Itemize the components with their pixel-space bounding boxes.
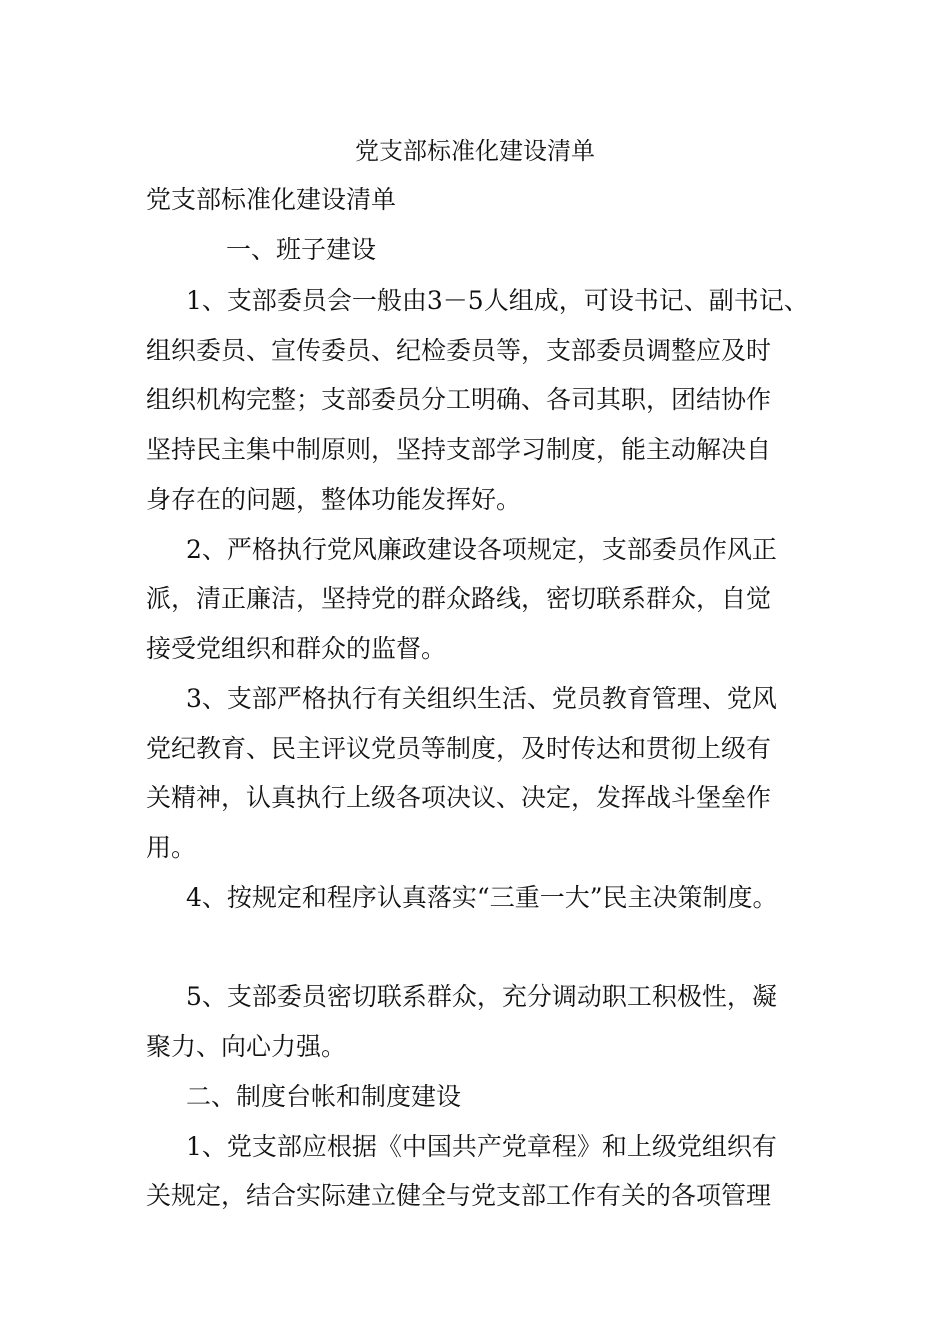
section-heading-1: 一、班子建设 — [226, 235, 377, 264]
doc-subtitle: 党支部标准化建设清单 — [146, 185, 397, 214]
paragraph-line: 接受党组织和群众的监督。 — [146, 634, 447, 663]
paragraph-line: 1、支部委员会一般由3－5人组成，可设书记、副书记、 — [186, 286, 809, 315]
paragraph-line: 2、严格执行党风廉政建设各项规定，支部委员作风正 — [186, 535, 777, 564]
section-heading-2: 二、制度台帐和制度建设 — [186, 1082, 462, 1111]
paragraph-line: 身存在的问题，整体功能发挥好。 — [146, 485, 522, 514]
paragraph-line: 5、支部委员密切联系群众，充分调动职工积极性，凝 — [186, 982, 777, 1011]
page-title: 党支部标准化建设清单 — [355, 137, 595, 165]
paragraph-line: 组织委员、宣传委员、纪检委员等，支部委员调整应及时 — [146, 336, 772, 365]
paragraph-line: 组织机构完整；支部委员分工明确、各司其职，团结协作 — [146, 385, 772, 414]
paragraph-line: 聚力、向心力强。 — [146, 1032, 347, 1061]
paragraph-line: 4、按规定和程序认真落实“三重一大”民主决策制度。 — [186, 883, 778, 912]
paragraph-line: 1、党支部应根据《中国共产党章程》和上级党组织有 — [186, 1132, 777, 1161]
paragraph-line: 关精神，认真执行上级各项决议、决定，发挥战斗堡垒作 — [146, 783, 772, 812]
paragraph-line: 用。 — [146, 833, 197, 862]
paragraph-line: 派，清正廉洁，坚持党的群众路线，密切联系群众，自觉 — [146, 584, 772, 613]
paragraph-line: 党纪教育、民主评议党员等制度，及时传达和贯彻上级有 — [146, 734, 772, 763]
paragraph-line: 关规定，结合实际建立健全与党支部工作有关的各项管理 — [146, 1181, 772, 1210]
paragraph-line: 3、支部严格执行有关组织生活、党员教育管理、党风 — [186, 684, 777, 713]
paragraph-line: 坚持民主集中制原则，坚持支部学习制度，能主动解决自 — [146, 435, 772, 464]
